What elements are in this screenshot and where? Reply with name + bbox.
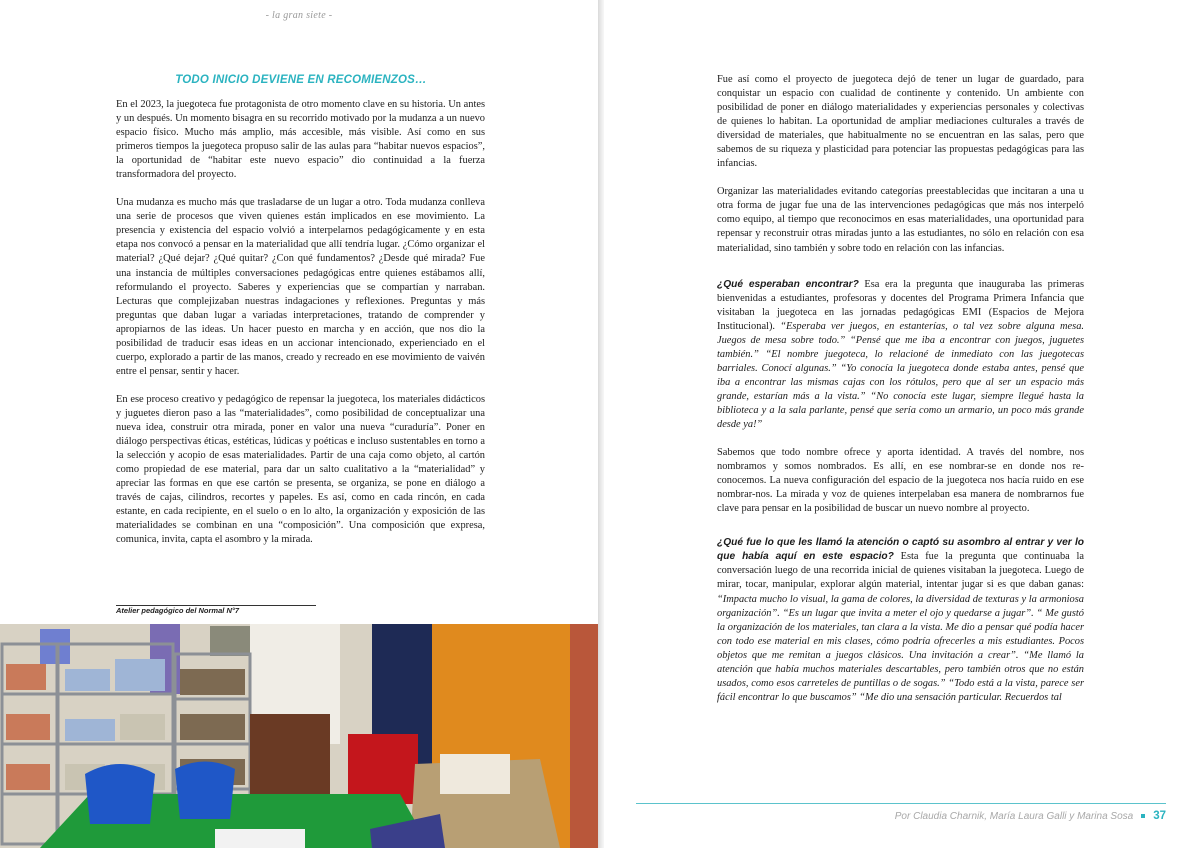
page-footer (895, 810, 1166, 822)
section-title: TODO INICIO DEVIENE EN RECOMIENZOS… (175, 74, 427, 86)
paragraph: Fue así como el proyecto de juegoteca dejó de tener un lugar de guardado, para conquistar un espacio con cualidad de continente y contenido. Un ambiente con posibilidad de poner en diálogo materialidades y experiencias personales y colectivas de quienes lo habitan. La oportunidad de ampliar mediaciones culturales a través de diversidad de materiales, que habitualmente no se encuentran en las salas, pero que sabemos de su riqueza y plasticidad para potenciar las propuestas pedagógicas para las infancias. (717, 74, 1084, 170)
paragraph-text: Esta fue la pregunta que continuaba la conversación luego de una recorrida inicial de quienes visitaban la juegoteca. Luego de mirar, tocar, manipular, explorar algún material, intentar jugar si es que daban ganas: (717, 551, 1085, 591)
atelier-photo (0, 624, 598, 848)
left-column (116, 98, 485, 561)
paragraph: Sabemos que todo nombre ofrece y aporta identidad. A través del nombre, nos nombramos y somos nombrados. Es allí, en ese nombrar-se en donde nos re-conocemos. La nueva configuración del espacio de la juegoteca nos hacía ruido en ese nombrar-nos. La mirada y voz de quienes interpelaban esa manera de nombrarnos fue clave para pensar en la posibilidad de buscar un nuevo nombre al proyecto. (717, 447, 1084, 515)
right-page (604, 0, 1200, 848)
paragraph: En el 2023, la juegoteca fue protagonista de otro momento clave en su historia. Un antes y un después. Un momento bisagra en su recorrido motivado por la mudanza a un nuevo espacio físico. Mucho más amplio, más accesible, más visible. Así como en sus primeros tiempos la juegoteca propuso salir de las aulas para “habitar nuevos espacios”, la oportunidad de “habitar este nuevo espacio” dio continuidad a la fuerza transformadora del proyecto. (116, 99, 485, 181)
paragraph-text: Esa era la pregunta que inauguraba las primeras bienvenidas a estudiantes, profesoras y docentes del Programa Primera Infancia que visitaban la juegoteca en las jornadas pedagógicas EMI (Espacios de Mejora Institucional). (717, 278, 1085, 332)
footer-rule (636, 803, 1166, 804)
photo-caption: Atelier pedagógico del Normal N°7 (116, 606, 240, 615)
paragraph: Una mudanza es mucho más que trasladarse de un lugar a otro. Toda mudanza conlleva una serie de procesos que viven quienes están implicados en ese movimiento. La presencia y existencia del espacio volvió a interpelarnos pedagógicamente y en esta etapa nos convocó a pensar en la materialidad que allí tendría lugar. ¿Cómo organizar el material? ¿Qué dejar? ¿Qué quitar? ¿Con qué fundamentos? ¿Desde qué mirada? Fue una instancia de múltiples conversaciones pedagógicas entre quienes estábamos allí, reformulando el proyecto. Saberes y experiencias que se compartían y narraban. Lecturas que complejizaban nuestras indagaciones y reflexiones. Preguntas y más preguntas que daban lugar a variadas interpretaciones, tratando de comprender y apropiarnos de las ideas. Un hacer puesto en marcha y en acción, que nos dio la posibilidad de traducir esas ideas en un accionar intencionado, experienciado en el cuerpo, explorado a partir de las manos, creado y recreado en ese movimiento de vaivén entre el pensar, sentir y hacer. (116, 197, 485, 377)
testimonial-quotes: “Impacta mucho lo visual, la gama de colores, la diversidad de texturas y la armoniosa organización”. “Es un lugar que invita a meter el ojo y quedarse a jugar”. “ Me gustó la organización de los materiales, tan clara a la vista. Me dio a pensar qué podía hacer con todo ese material en mis clases, cómo podría ofrecerles a mis estudiantes. Pocos objetos que me remitan a juegos clásicos. Una invitación a crear”. “Me llamó la atención que había muchos materiales descartables, pero también otros que no están usados, como esos carreteles de puntillas o de sogas.” “Todo está a la vista, parece ser fácil encontrar lo que buscamos” “Me dio una sensación particular. Recuerdos tal (717, 593, 1084, 703)
testimonial-quotes: “Esperaba ver juegos, en estanterías, o tal vez sobre alguna mesa. Juegos de mesa sobre todo.” “Pensé que me iba a encontrar con juegos, juguetes también.” “El nombre juegoteca, lo relacioné de inmediato con las juegotecas barriales. Conocí algunas.” “Yo conocía la juegoteca donde estaba antes, pensé que iba a encontrar las mismas cajas con los rótulos, pero que al ser un espacio más grande, estarían más a la vista.” “No conocía este lugar, siempre llegué hasta la biblioteca y a la sala parlante, pensé que sería como un armario, un poco más grande desde ya!” (717, 320, 1084, 431)
question-lead: ¿Qué fue lo que les llamó la atención o captó su asombro al entrar y ver lo que había aquí en este espacio? (717, 537, 1084, 563)
paragraph (717, 536, 1084, 705)
footer-separator (1141, 814, 1145, 818)
question-lead: ¿Qué esperaban encontrar? (717, 278, 859, 290)
footer-authors: Por Claudia Charnik, María Laura Galli y Marina Sosa (894, 810, 1134, 822)
paragraph: En ese proceso creativo y pedagógico de repensar la juegoteca, los materiales didácticos y juguetes dieron paso a las “materialidades”, como posibilidad de conceptualizar una nueva idea, construir otra mirada, poner en valor una nueva “curaduría”. Poner en diálogo perspectivas éticas, estéticas, lúdicas y poéticas e incluso sustentables en torno a la selección y acopio de esas materialidades. Partir de una caja como objeto, al cartón como propiedad de ese material, para dar un salto cualitativo a la “materialidad” y apreciar las formas en que ese cartón se presenta, se organiza, se pone en diálogo a través de cajas, cilindros, recortes y papeles. Es así, como en cada rincón, en cada estante, en cada recipiente, en el suelo o en lo alto, la organización y exposición de las materialidades se combinan en una “composición”. Una composición que expresa, comunica, invita, capta el asombro y la mirada. (116, 393, 485, 546)
paragraph: Organizar las materialidades evitando categorías preestablecidas que incitaran a una u otra forma de jugar fue una de las intervenciones pedagógicas que más nos interpeló como equipo, al tiempo que reconocimos en esas materialidades, una oportunidad para repensar y reconstruir otras miradas junto a las estudiantes, no sólo en relación con esa materialidad, sino también y sobre todo en relación con las infancias. (717, 186, 1084, 254)
page-number: 37 (1153, 810, 1166, 822)
right-column (717, 73, 1084, 719)
paragraph (717, 278, 1084, 433)
running-head: - la gran siete - (265, 10, 333, 21)
left-page (0, 0, 598, 848)
